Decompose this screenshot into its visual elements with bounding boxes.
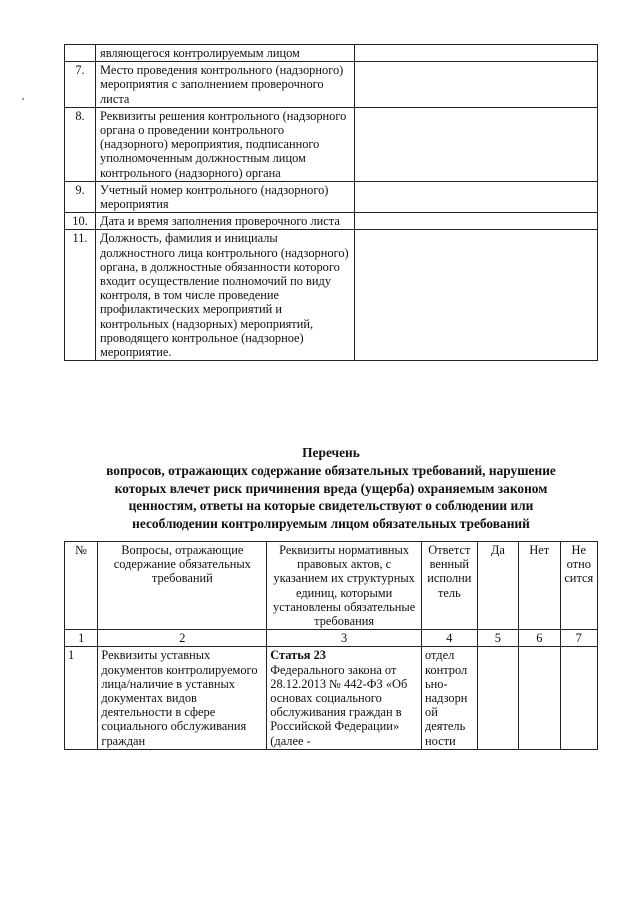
row-no[interactable] (519, 647, 560, 749)
scan-speck (22, 98, 24, 100)
header-number: № (65, 542, 98, 630)
row-requisites (267, 647, 422, 749)
heading-line: ценностям, ответы на которые свидетельствуют о соблюдении или (128, 498, 534, 514)
row-label: Учетный номер контрольного (надзорного) мероприятия (96, 181, 355, 212)
column-index: 3 (267, 630, 422, 647)
heading-line: которых влечет риск причинения вреда (ущерба) охраняемым законом (114, 480, 548, 496)
table-row (65, 647, 598, 749)
table-row (65, 107, 598, 181)
header-responsible: Ответст венный исполни тель (422, 542, 478, 630)
header-question: Вопросы, отражающие содержание обязательных требований (98, 542, 267, 630)
column-index: 1 (65, 630, 98, 647)
column-index: 2 (98, 630, 267, 647)
row-label: являющегося контролируемым лицом (96, 45, 355, 62)
row-value (355, 230, 598, 361)
requisites-text: Федерального закона от 28.12.2013 № 442-ФЗ «Об основах социального обслуживания граждан в Российской Федерации» (далее - (270, 662, 408, 748)
row-number: 9. (65, 181, 96, 212)
table-row (65, 230, 598, 361)
row-value (355, 107, 598, 181)
row-number: 11. (65, 230, 96, 361)
row-responsible: отдел контрол ьно-надзорн ой деятель ности (422, 647, 478, 749)
column-index: 4 (422, 630, 478, 647)
row-label: Место проведения контрольного (надзорного) мероприятия с заполнением проверочного листа (96, 62, 355, 108)
checklist-table (64, 541, 598, 750)
row-number: 1 (65, 647, 98, 749)
row-label: Реквизиты решения контрольного (надзорного органа о проведении контрольного (надзорного) мероприятия, подписанного уполномоченным должностным лицом контрольного (надзорного) органа (96, 107, 355, 181)
row-not-applicable[interactable] (560, 647, 597, 749)
row-value (355, 62, 598, 108)
row-number: 10. (65, 213, 96, 230)
table-row (65, 181, 598, 212)
heading-title: Перечень (302, 445, 360, 460)
heading-line: несоблюдении контролируемым лицом обязательных требований (132, 516, 530, 532)
row-value (355, 181, 598, 212)
row-label: Дата и время заполнения проверочного листа (96, 213, 355, 230)
row-value (355, 213, 598, 230)
requisites-article: Статья 23 (270, 648, 326, 663)
header-not-applicable: Не отно сится (560, 542, 597, 630)
header-no: Нет (519, 542, 560, 630)
requisites-table (64, 44, 598, 361)
row-yes[interactable] (477, 647, 518, 749)
header-yes: Да (477, 542, 518, 630)
header-row (65, 542, 598, 630)
column-index: 5 (477, 630, 518, 647)
table-row (65, 45, 598, 62)
row-number: 8. (65, 107, 96, 181)
row-question: Реквизиты уставных документов контролируемого лица/наличие в уставных документах видов деятельности в сфере социального обслуживания граждан (98, 647, 267, 749)
column-index: 7 (560, 630, 597, 647)
heading-line: вопросов, отражающих содержание обязательных требований, нарушение (106, 462, 556, 478)
row-number: 7. (65, 62, 96, 108)
column-index: 6 (519, 630, 560, 647)
table-row (65, 213, 598, 230)
column-index-row (65, 630, 598, 647)
list-heading (64, 444, 598, 533)
row-label: Должность, фамилия и инициалы должностного лица контрольного (надзорного) органа, в должностные обязанности которого входит осуществление полномочий по виду контроля, в том числе проведение профилактических мероприятий и контрольных (надзорных) мероприятий, проводящего контрольное (надзорное) мероприятие. (96, 230, 355, 361)
table-row (65, 62, 598, 108)
row-value (355, 45, 598, 62)
header-requisites: Реквизиты нормативных правовых актов, с указанием их структурных единиц, которыми установлены обязательные требования (267, 542, 422, 630)
row-number (65, 45, 96, 62)
